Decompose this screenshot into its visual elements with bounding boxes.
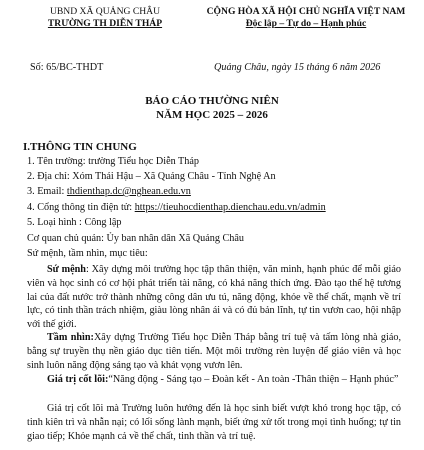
values-paragraph [27, 373, 401, 387]
agency-name: UBND XÃ QUẢNG CHÂU [49, 6, 161, 17]
school-name: TRƯỜNG TH DIỄN THÁP [47, 18, 163, 29]
agency-line: Cơ quan chủ quản: Ủy ban nhân dân Xã Quảng Châu [27, 233, 245, 244]
mission-label: Sứ mệnh [47, 264, 86, 275]
report-title: BÁO CÁO THƯỜNG NIÊN [145, 95, 279, 107]
school-name-line: 1. Tên trường: trường Tiểu học Diễn Tháp [27, 156, 199, 167]
address-line: 2. Địa chỉ: Xóm Thái Hậu – Xã Quảng Châu - Tỉnh Nghệ An [27, 171, 276, 182]
document-number: Số: 65/BC-THDT [30, 62, 104, 73]
vision-label: Tầm nhìn: [47, 332, 94, 343]
mission-text: : Xây dựng môi trường học tập thân thiện, văn minh, hạnh phúc để mỗi giáo viên và học sinh có cơ hội phát triển tài năng, có khả năng thích ứng. Đào tạo thế hệ tương lai của đất nước trở thành những công dân ưu tú, năng động, khỏe về thể chất, mạnh về trí lực, có tinh thần trách nhiệm, giàu lòng nhân ái và có đủ bản lĩnh, tự tin vươn cao, hội nhập với thế giới. [27, 264, 401, 331]
email-line [27, 186, 191, 197]
portal-link[interactable]: https://tieuhocdienthap.dienchau.edu.vn/admin [134, 202, 326, 213]
email-link[interactable]: thdienthap.dc@nghean.edu.vn [66, 186, 191, 197]
values-text: “Năng động - Sáng tạo – Đoàn kết - An toàn -Thân thiện – Hạnh phúc” [108, 374, 399, 385]
mission-intro: Sứ mệnh, tầm nhìn, mục tiêu: [27, 248, 148, 259]
header-right [196, 6, 416, 30]
vision-text: Xây dựng Trường Tiểu học Diễn Tháp bằng trí tuệ và tấm lòng nhà giáo, bằng sự truyền thụ nền giáo dục tiên tiến. Một môi trường rèn luyện để giáo viên và học sinh luôn năng động sáng tạo và khát vọng vươn lên. [27, 332, 401, 371]
portal-label: 4. Cổng thông tin điện tử: [27, 202, 135, 213]
mission-paragraph [27, 263, 401, 332]
values-description: Giá trị cốt lõi mà Trường luôn hướng đến là học sinh biết vượt khó trong học tập, có tinh kiên trì và nhẫn nại; có lối sống lành mạnh, biết ứng xử tốt trong mọi tình huống; tự tin giao tiếp; Khỏe mạnh cả về thể chất, tinh thần và trí tuệ. [27, 403, 401, 442]
national-motto: Độc lập – Tự do – Hạnh phúc [245, 18, 367, 29]
portal-line [27, 202, 326, 213]
vision-paragraph [27, 331, 401, 372]
nation-name: CỘNG HÒA XÃ HỘI CHỦ NGHĨA VIỆT NAM [206, 6, 406, 17]
type-line: 5. Loại hình : Công lập [27, 217, 122, 228]
place-date: Quảng Châu, ngày 15 tháng 6 năm 2026 [214, 62, 381, 73]
report-year: NĂM HỌC 2025 – 2026 [156, 109, 268, 121]
email-label: 3. Email: [27, 186, 67, 197]
section-heading: I.THÔNG TIN CHUNG [23, 141, 137, 153]
values-label: Giá trị cốt lõi: [47, 374, 109, 385]
header-left [30, 6, 180, 30]
